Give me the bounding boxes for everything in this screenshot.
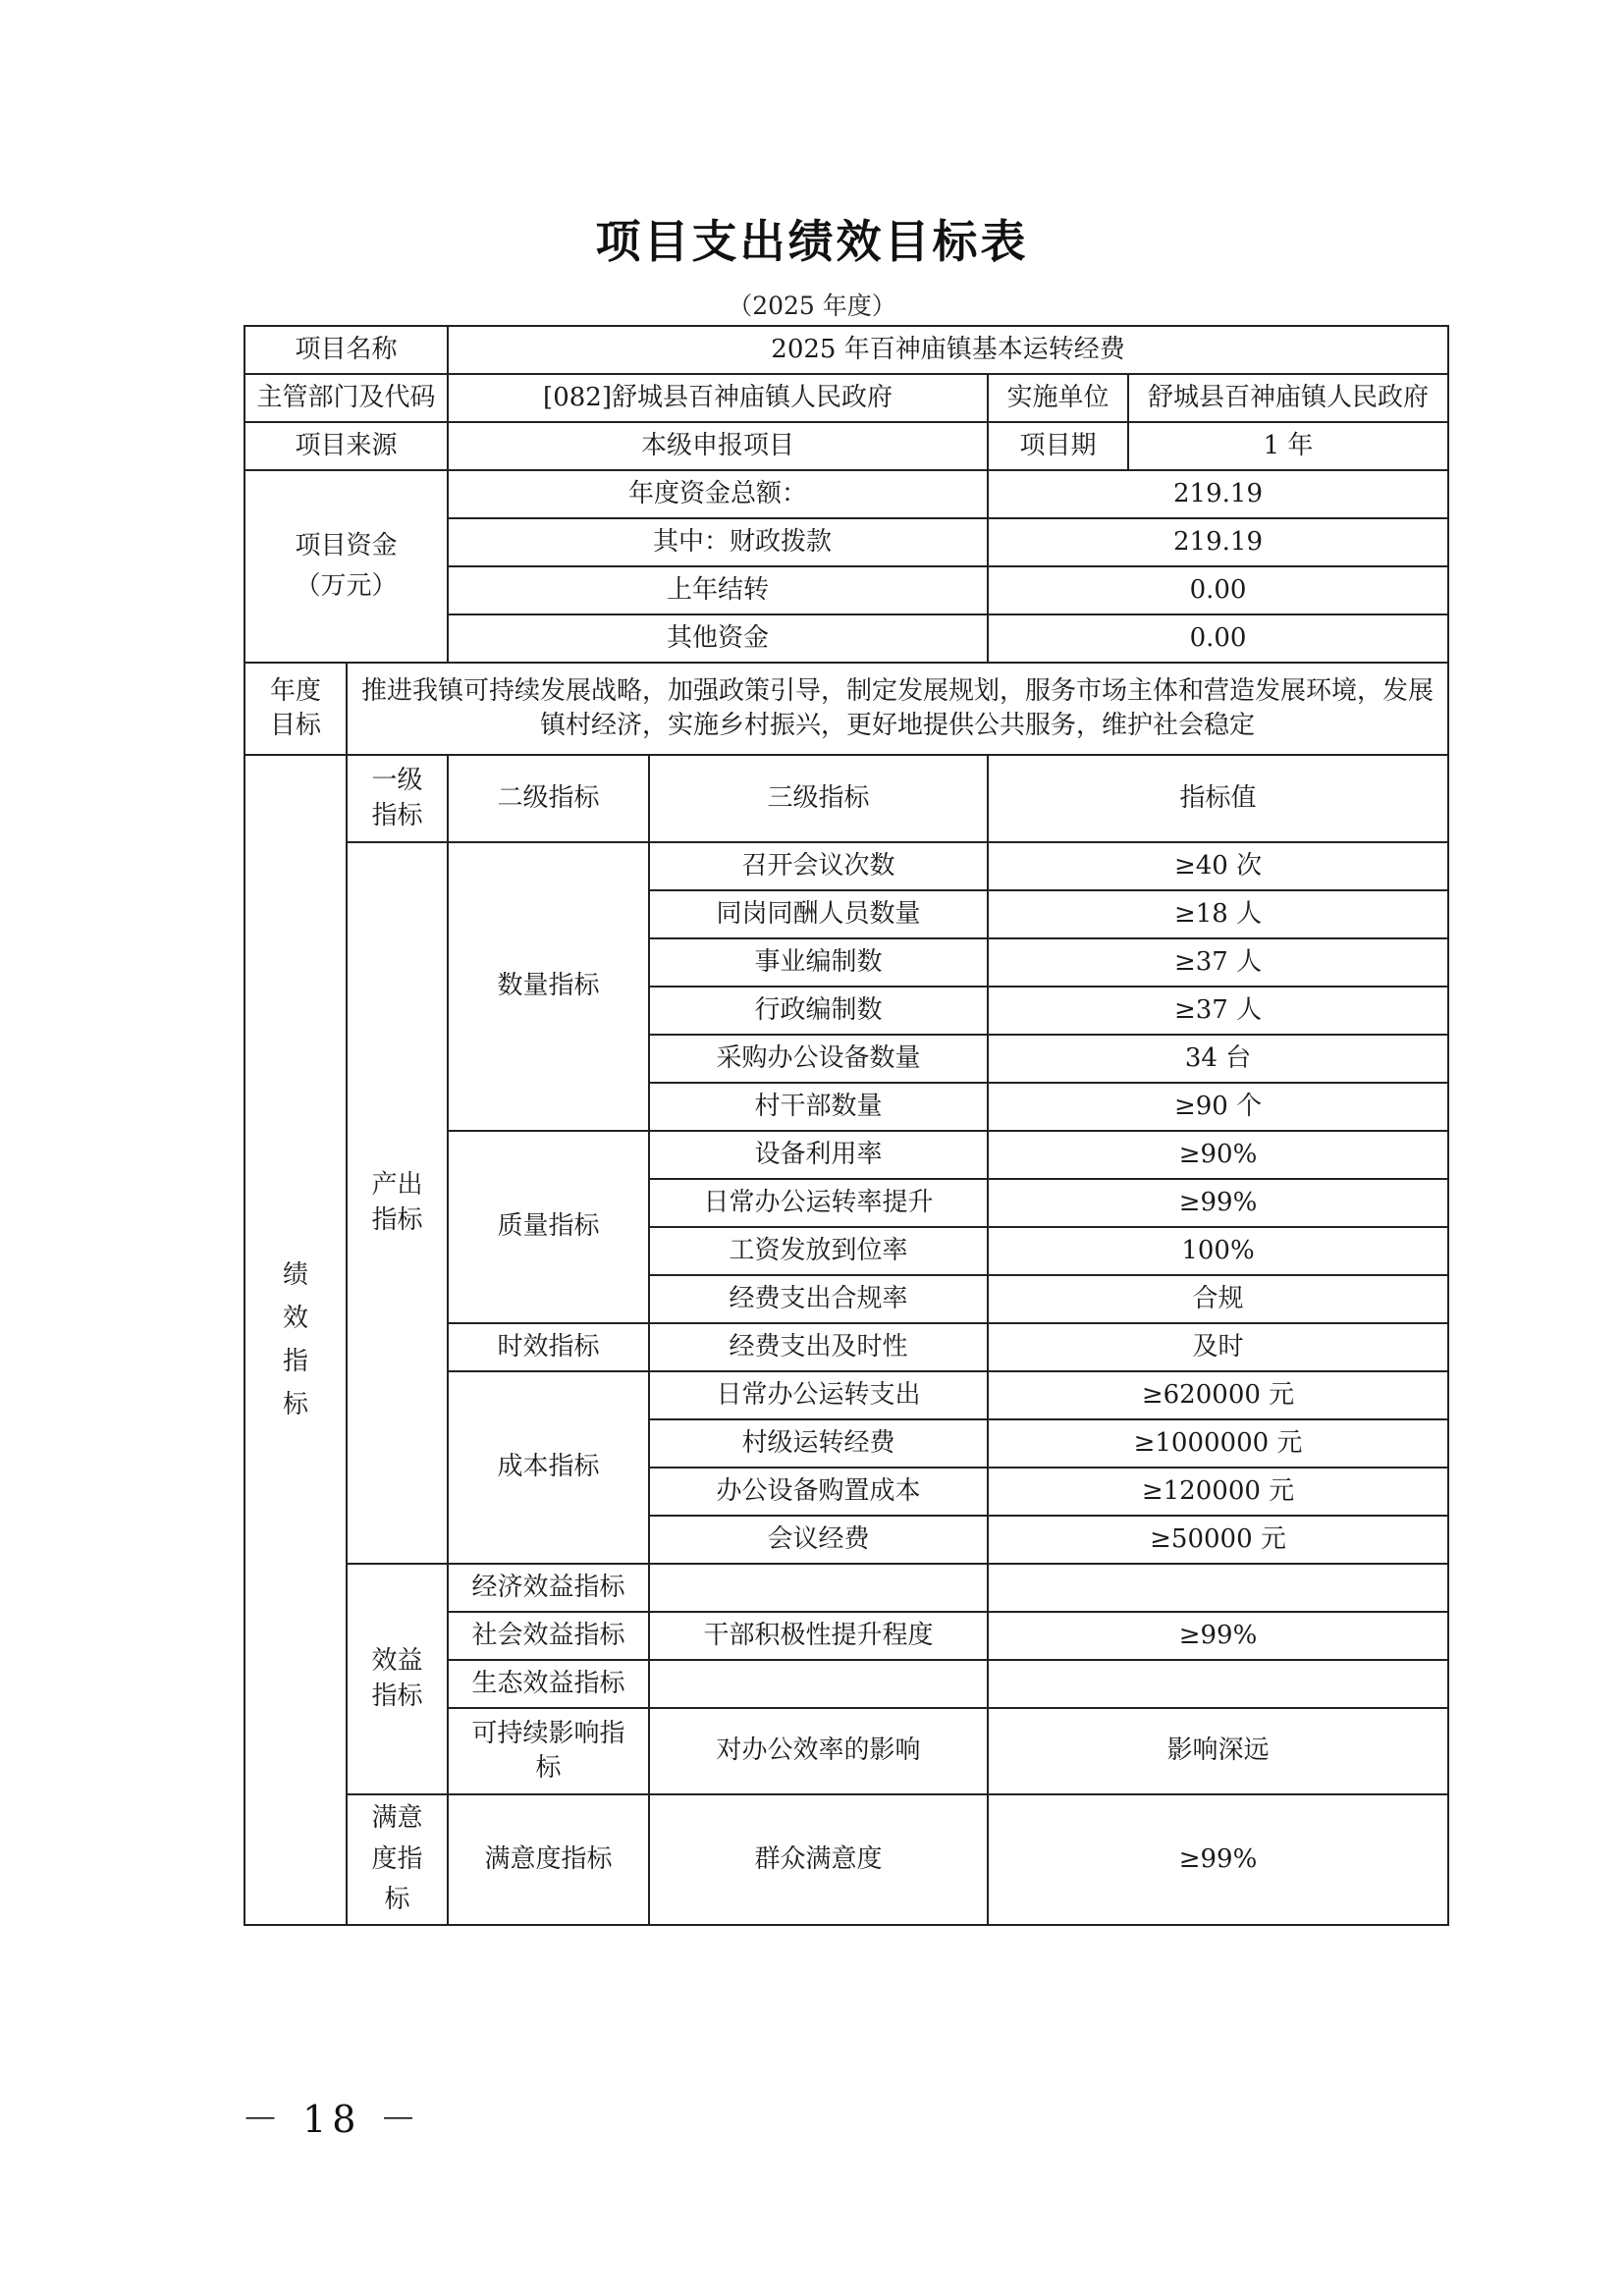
ecological-benefit-label: 生态效益指标 <box>448 1660 649 1708</box>
implementing-unit-label: 实施单位 <box>988 374 1128 422</box>
annual-goal-label <box>244 663 347 755</box>
indicator-name: 干部积极性提升程度 <box>649 1612 988 1660</box>
indicator-value: 34 台 <box>988 1035 1448 1083</box>
header-level3: 三级指标 <box>649 755 988 842</box>
page-number: － 18 － <box>242 2098 423 2141</box>
quantity-indicators-label: 数量指标 <box>448 842 649 1131</box>
satisfaction-level2-label: 满意度指标 <box>448 1794 649 1925</box>
indicator-name: 设备利用率 <box>649 1131 988 1179</box>
indicator-name: 办公设备购置成本 <box>649 1468 988 1516</box>
table-row <box>244 1794 1448 1925</box>
indicator-name: 经费支出合规率 <box>649 1275 988 1323</box>
implementing-unit-value: 舒城县百神庙镇人民政府 <box>1128 374 1448 422</box>
timeliness-indicators-label: 时效指标 <box>448 1323 649 1371</box>
project-source-label: 项目来源 <box>244 422 448 470</box>
indicator-value: ≥620000 元 <box>988 1371 1448 1419</box>
row-source <box>244 422 1448 470</box>
row-project-name <box>244 326 1448 374</box>
indicator-value: ≥99% <box>988 1794 1448 1925</box>
project-funds-label-line1: 项目资金 <box>295 530 398 561</box>
indicator-value: 影响深远 <box>988 1708 1448 1794</box>
fund-row-value: 219.19 <box>988 518 1448 566</box>
header-level1 <box>347 755 448 842</box>
table-row <box>244 842 1448 890</box>
indicator-value: ≥90 个 <box>988 1083 1448 1131</box>
indicator-value: ≥50000 元 <box>988 1516 1448 1564</box>
row-performance-header <box>244 755 1448 842</box>
sustainable-impact-label-line1: 可持续影响指 <box>471 1718 625 1748</box>
satisfaction-label-line2: 度指 <box>371 1843 423 1874</box>
benefit-label-line1: 效益 <box>371 1646 423 1677</box>
indicator-value: ≥99% <box>988 1179 1448 1227</box>
indicator-value: 100% <box>988 1227 1448 1275</box>
output-indicators-label <box>347 842 448 1564</box>
department-value: [082]舒城县百神庙镇人民政府 <box>448 374 988 422</box>
indicator-value <box>988 1564 1448 1612</box>
performance-table <box>244 325 1449 1926</box>
header-value: 指标值 <box>988 755 1448 842</box>
satisfaction-indicators-label <box>347 1794 448 1925</box>
row-department <box>244 374 1448 422</box>
document-title: 项目支出绩效目标表 <box>595 215 1029 268</box>
indicator-name: 同岗同酬人员数量 <box>649 890 988 938</box>
satisfaction-label-line1: 满意 <box>371 1803 423 1834</box>
performance-label-char: 绩 <box>282 1259 308 1290</box>
indicator-name <box>649 1660 988 1708</box>
project-name-label: 项目名称 <box>244 326 448 374</box>
quality-indicators-label: 质量指标 <box>448 1131 649 1323</box>
indicator-name: 日常办公运转支出 <box>649 1371 988 1419</box>
document-year: （2025 年度） <box>728 292 896 320</box>
output-label-line1: 产出 <box>371 1170 423 1201</box>
indicator-name: 经费支出及时性 <box>649 1323 988 1371</box>
indicator-value: ≥37 人 <box>988 987 1448 1035</box>
indicator-value: ≥1000000 元 <box>988 1419 1448 1468</box>
fund-row-value: 0.00 <box>988 566 1448 614</box>
social-benefit-label: 社会效益指标 <box>448 1612 649 1660</box>
header-level2: 二级指标 <box>448 755 649 842</box>
indicator-value: 合规 <box>988 1275 1448 1323</box>
indicator-name: 工资发放到位率 <box>649 1227 988 1275</box>
performance-label-char: 标 <box>282 1390 308 1420</box>
indicator-name: 群众满意度 <box>649 1794 988 1925</box>
indicator-value: ≥120000 元 <box>988 1468 1448 1516</box>
fund-row-label: 年度资金总额： <box>448 470 988 518</box>
indicator-name: 村干部数量 <box>649 1083 988 1131</box>
benefit-indicators-label <box>347 1564 448 1794</box>
header-level1-line1: 一级 <box>371 766 423 796</box>
benefit-label-line2: 指标 <box>371 1681 423 1711</box>
annual-goal-label-line1: 年度 <box>269 675 321 706</box>
fund-row-label: 上年结转 <box>448 566 988 614</box>
annual-goal-text: 推进我镇可持续发展战略，加强政策引导，制定发展规划，服务市场主体和营造发展环境，发展镇村经济，实施乡村振兴，更好地提供公共服务，维护社会稳定 <box>347 663 1448 755</box>
indicator-value: 及时 <box>988 1323 1448 1371</box>
indicator-name: 会议经费 <box>649 1516 988 1564</box>
project-funds-label <box>244 470 448 663</box>
fund-row-value: 0.00 <box>988 614 1448 663</box>
indicator-name: 采购办公设备数量 <box>649 1035 988 1083</box>
annual-goal-label-line2: 目标 <box>269 711 321 740</box>
indicator-name: 行政编制数 <box>649 987 988 1035</box>
header-level1-line2: 指标 <box>371 800 423 830</box>
performance-label-char: 效 <box>282 1303 308 1333</box>
indicator-value: ≥90% <box>988 1131 1448 1179</box>
economic-benefit-label: 经济效益指标 <box>448 1564 649 1612</box>
indicator-name: 对办公效率的影响 <box>649 1708 988 1794</box>
sustainable-impact-label-line2: 标 <box>535 1753 562 1783</box>
project-period-value: 1 年 <box>1128 422 1448 470</box>
fund-row-label: 其他资金 <box>448 614 988 663</box>
indicator-value: ≥18 人 <box>988 890 1448 938</box>
performance-indicators-label <box>244 755 347 1925</box>
indicator-name: 村级运转经费 <box>649 1419 988 1468</box>
department-label: 主管部门及代码 <box>244 374 448 422</box>
output-label-line2: 指标 <box>371 1204 423 1235</box>
indicator-name <box>649 1564 988 1612</box>
project-period-label: 项目期 <box>988 422 1128 470</box>
project-funds-label-line2: （万元） <box>295 571 398 601</box>
project-name-value: 2025 年百神庙镇基本运转经费 <box>448 326 1448 374</box>
performance-label-char: 指 <box>282 1347 308 1376</box>
indicator-value: ≥37 人 <box>988 938 1448 987</box>
indicator-value: ≥99% <box>988 1612 1448 1660</box>
cost-indicators-label: 成本指标 <box>448 1371 649 1564</box>
indicator-name: 事业编制数 <box>649 938 988 987</box>
table-row <box>244 1564 1448 1612</box>
indicator-name: 日常办公运转率提升 <box>649 1179 988 1227</box>
row-annual-goal <box>244 663 1448 755</box>
fund-row-label: 其中：财政拨款 <box>448 518 988 566</box>
row-fund-total <box>244 470 1448 518</box>
sustainable-impact-label <box>448 1708 649 1794</box>
fund-row-value: 219.19 <box>988 470 1448 518</box>
indicator-name: 召开会议次数 <box>649 842 988 890</box>
indicator-value: ≥40 次 <box>988 842 1448 890</box>
project-source-value: 本级申报项目 <box>448 422 988 470</box>
satisfaction-label-line3: 标 <box>384 1885 410 1915</box>
indicator-value <box>988 1660 1448 1708</box>
